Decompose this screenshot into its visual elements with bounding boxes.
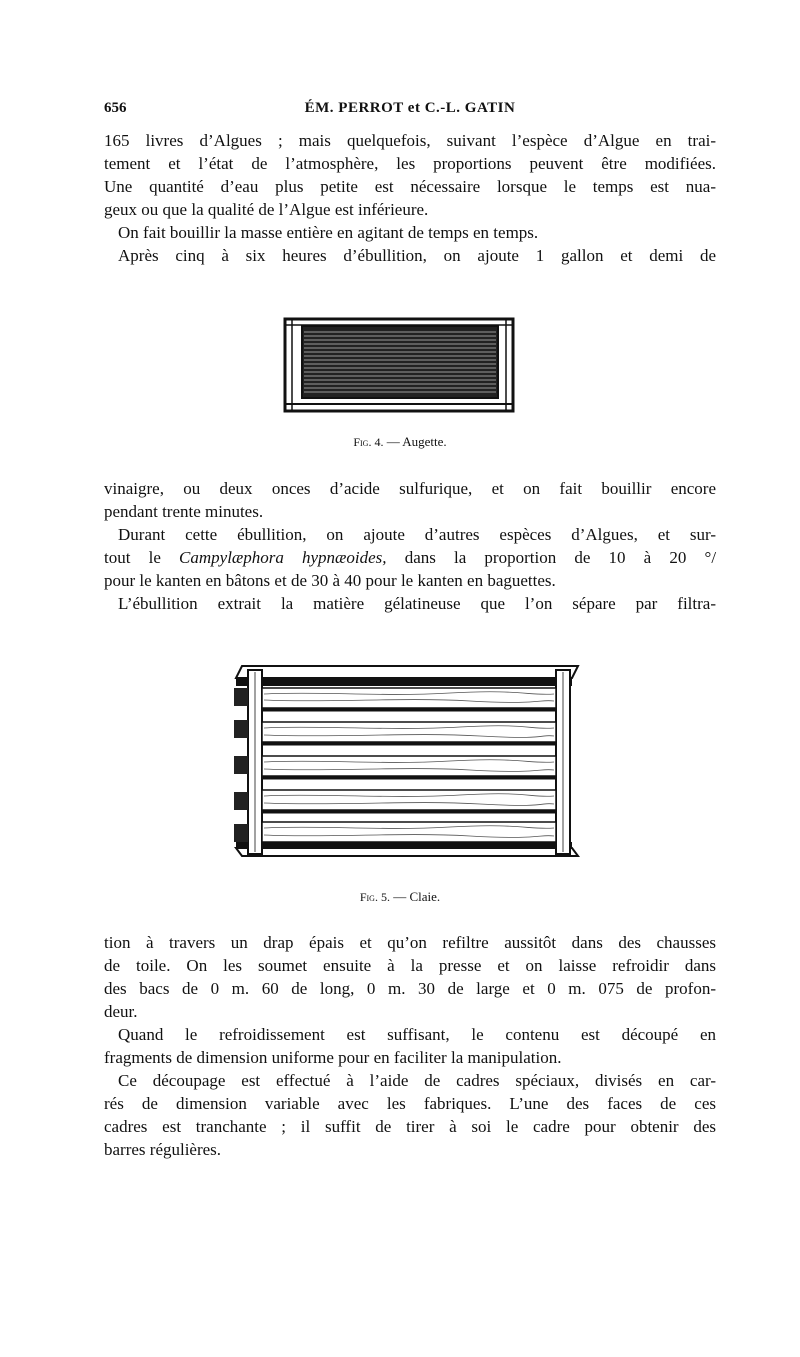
paragraph-bottom [104, 931, 716, 1161]
figure-title: — Augette. [386, 434, 447, 449]
figure-label: Fig. 5. [359, 890, 390, 904]
running-head: ÉM. PERROT et C.-L. GATIN [304, 100, 516, 116]
text-line: tement et l’état de l’atmosphère, les proportions peuvent être modifiées. [104, 154, 716, 173]
text-line: barres régulières. [104, 1140, 222, 1159]
text-line: Quand le refroidissement est suffisant, le contenu est découpé en [118, 1025, 716, 1044]
text-line [104, 546, 716, 569]
text-line: Durant cette ébullition, on ajoute d’autres espèces d’Algues, et sur- [118, 525, 716, 544]
text-line: 165 livres d’Algues ; mais quelquefois, suivant l’espèce d’Algue en trai- [104, 131, 716, 150]
paragraph-top [104, 129, 716, 267]
text-line: L’ébullition extrait la matière gélatineuse que l’on sépare par filtra- [118, 594, 716, 613]
figure-title: — Claie. [393, 889, 441, 904]
text-line: geux ou que la qualité de l’Algue est inférieure. [104, 200, 429, 219]
figure-label: Fig. 4. [353, 435, 384, 449]
text-line: deur. [104, 1002, 138, 1021]
figure-4-caption [0, 434, 800, 450]
text-fragment: tout le [104, 548, 161, 567]
text-line: rés de dimension variable avec les fabriques. L’une des faces de ces [104, 1094, 716, 1113]
text-line: cadres est tranchante ; il suffit de tirer à soi le cadre pour obtenir des [104, 1117, 716, 1136]
text-line: pour le kanten en bâtons et de 30 à 40 pour le kanten en baguettes. [104, 571, 556, 590]
text-line: fragments de dimension uniforme pour en faciliter la manipulation. [104, 1048, 562, 1067]
page-header [104, 100, 716, 120]
text-line: des bacs de 0 m. 60 de long, 0 m. 30 de large et 0 m. 075 de profon- [104, 979, 716, 998]
species-name: Campylæphora hypnæoides, [179, 548, 387, 567]
text-line: tion à travers un drap épais et qu’on refiltre aussitôt dans des chausses [104, 933, 716, 952]
text-line: vinaigre, ou deux onces d’acide sulfurique, et on fait bouillir encore [104, 479, 716, 498]
text-line: pendant trente minutes. [104, 502, 264, 521]
text-line: Après cinq à six heures d’ébullition, on ajoute 1 gallon et demi de [118, 246, 716, 265]
text-line: Une quantité d’eau plus petite est nécessaire lorsque le temps est nua- [104, 177, 716, 196]
claie-illustration [230, 660, 580, 864]
text-line: On fait bouillir la masse entière en agitant de temps en temps. [118, 223, 539, 242]
text-fragment: dans la proportion de 10 à 20 °/ [404, 548, 717, 567]
text-line: de toile. On les soumet ensuite à la presse et on laisse refroidir dans [104, 956, 716, 975]
figure-5-caption [0, 889, 800, 905]
paragraph-middle [104, 477, 716, 615]
page-number: 656 [104, 100, 127, 116]
text-line: Ce découpage est effectué à l’aide de cadres spéciaux, divisés en car- [118, 1071, 716, 1090]
augette-illustration [282, 314, 518, 416]
